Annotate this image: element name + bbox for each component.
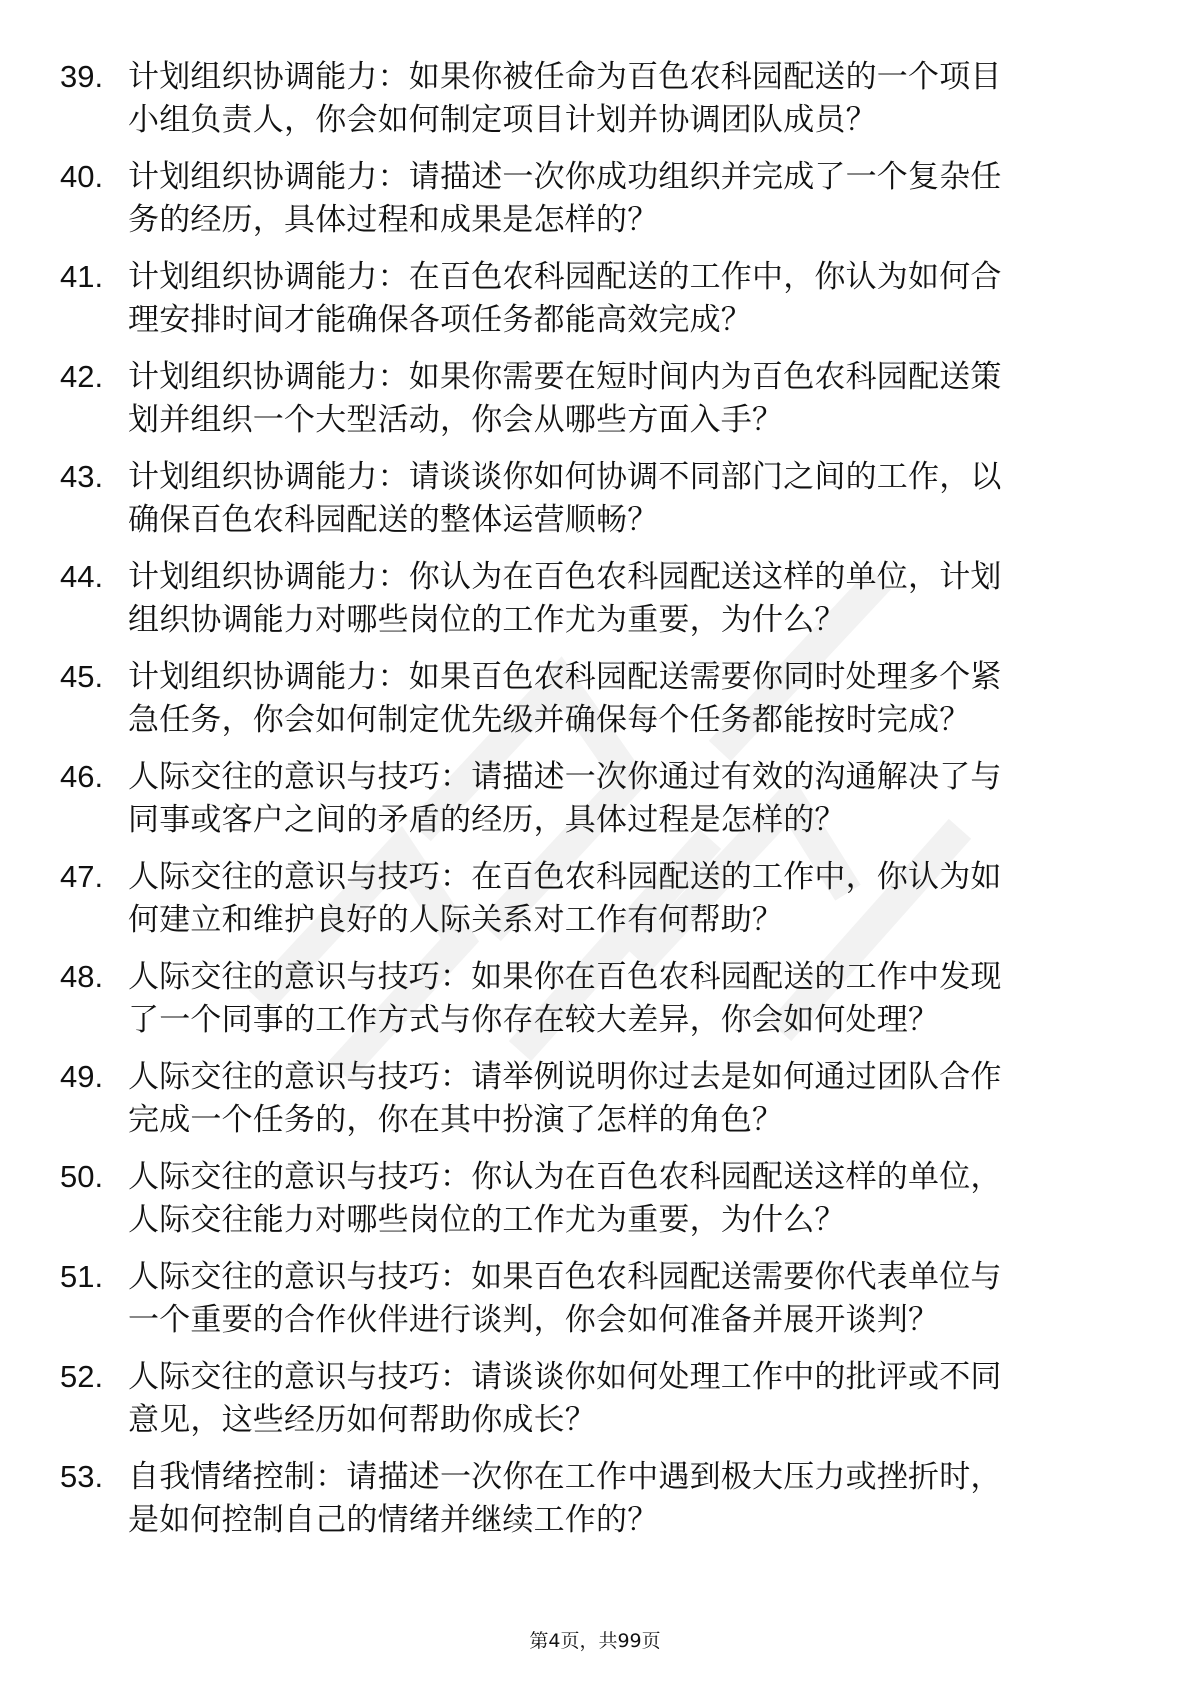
question-item [0, 146, 1190, 246]
question-text-line: 确保百色农科园配送的整体运营顺畅？ [128, 502, 659, 538]
question-list [0, 46, 1190, 1546]
question-text-line: 计划组织协调能力：如果你需要在短时间内为百色农科园配送策 [128, 359, 1002, 395]
question-text-line: 计划组织协调能力：请谈谈你如何协调不同部门之间的工作，以 [128, 459, 1002, 495]
question-item [0, 446, 1190, 546]
question-text-line: 组织协调能力对哪些岗位的工作尤为重要，为什么？ [128, 602, 846, 638]
question-number: 50. [60, 1159, 104, 1194]
question-item [0, 246, 1190, 346]
question-text-line: 务的经历，具体过程和成果是怎样的？ [128, 202, 659, 238]
question-text-line: 人际交往的意识与技巧：请描述一次你通过有效的沟通解决了与 [128, 759, 1002, 795]
question-item [0, 346, 1190, 446]
question-text-line: 人际交往的意识与技巧：你认为在百色农科园配送这样的单位， [128, 1159, 1002, 1195]
question-text-line: 理安排时间才能确保各项任务都能高效完成？ [128, 302, 752, 338]
question-text-line: 计划组织协调能力：你认为在百色农科园配送这样的单位，计划 [128, 559, 1002, 595]
question-item [0, 1246, 1190, 1346]
question-item [0, 1046, 1190, 1146]
question-item [0, 646, 1190, 746]
question-text-line: 人际交往能力对哪些岗位的工作尤为重要，为什么？ [128, 1202, 846, 1238]
question-text-line: 何建立和维护良好的人际关系对工作有何帮助？ [128, 902, 784, 938]
question-number: 47. [60, 859, 104, 894]
question-item [0, 946, 1190, 1046]
question-text-line: 计划组织协调能力：如果百色农科园配送需要你同时处理多个紧 [128, 659, 1002, 695]
question-text-line: 了一个同事的工作方式与你存在较大差异，你会如何处理？ [128, 1002, 940, 1038]
question-text-line: 人际交往的意识与技巧：在百色农科园配送的工作中，你认为如 [128, 859, 1002, 895]
question-text-line: 划并组织一个大型活动，你会从哪些方面入手？ [128, 402, 784, 438]
question-item [0, 1146, 1190, 1246]
question-number: 40. [60, 159, 104, 194]
question-text-line: 计划组织协调能力：请描述一次你成功组织并完成了一个复杂任 [128, 159, 1002, 195]
question-item [0, 46, 1190, 146]
question-number: 53. [60, 1459, 104, 1494]
question-item [0, 1446, 1190, 1546]
question-item [0, 1346, 1190, 1446]
question-text-line: 人际交往的意识与技巧：请谈谈你如何处理工作中的批评或不同 [128, 1359, 1002, 1395]
question-text-line: 人际交往的意识与技巧：如果你在百色农科园配送的工作中发现 [128, 959, 1002, 995]
question-number: 42. [60, 359, 104, 394]
question-item [0, 546, 1190, 646]
question-number: 44. [60, 559, 104, 594]
question-number: 45. [60, 659, 104, 694]
question-text-line: 完成一个任务的，你在其中扮演了怎样的角色？ [128, 1102, 784, 1138]
question-text-line: 人际交往的意识与技巧：请举例说明你过去是如何通过团队合作 [128, 1059, 1002, 1095]
question-item [0, 846, 1190, 946]
question-text-line: 是如何控制自己的情绪并继续工作的？ [128, 1502, 659, 1538]
question-text-line: 一个重要的合作伙伴进行谈判，你会如何准备并展开谈判？ [128, 1302, 940, 1338]
question-text-line: 同事或客户之间的矛盾的经历，具体过程是怎样的？ [128, 802, 846, 838]
question-number: 46. [60, 759, 104, 794]
question-text-line: 急任务，你会如何制定优先级并确保每个任务都能按时完成？ [128, 702, 971, 738]
question-number: 48. [60, 959, 104, 994]
question-number: 41. [60, 259, 104, 294]
question-number: 51. [60, 1259, 104, 1294]
question-text-line: 小组负责人，你会如何制定项目计划并协调团队成员？ [128, 102, 877, 138]
question-text-line: 计划组织协调能力：如果你被任命为百色农科园配送的一个项目 [128, 59, 1002, 95]
question-text-line: 自我情绪控制：请描述一次你在工作中遇到极大压力或挫折时， [128, 1459, 1002, 1495]
question-number: 39. [60, 59, 104, 94]
question-number: 43. [60, 459, 104, 494]
question-number: 49. [60, 1059, 104, 1094]
question-text-line: 人际交往的意识与技巧：如果百色农科园配送需要你代表单位与 [128, 1259, 1002, 1295]
question-text-line: 计划组织协调能力：在百色农科园配送的工作中，你认为如何合 [128, 259, 1002, 295]
question-item [0, 746, 1190, 846]
question-text-line: 意见，这些经历如何帮助你成长？ [128, 1402, 596, 1438]
question-number: 52. [60, 1359, 104, 1394]
page-number-footer: 第4页，共99页 [529, 1630, 661, 1652]
